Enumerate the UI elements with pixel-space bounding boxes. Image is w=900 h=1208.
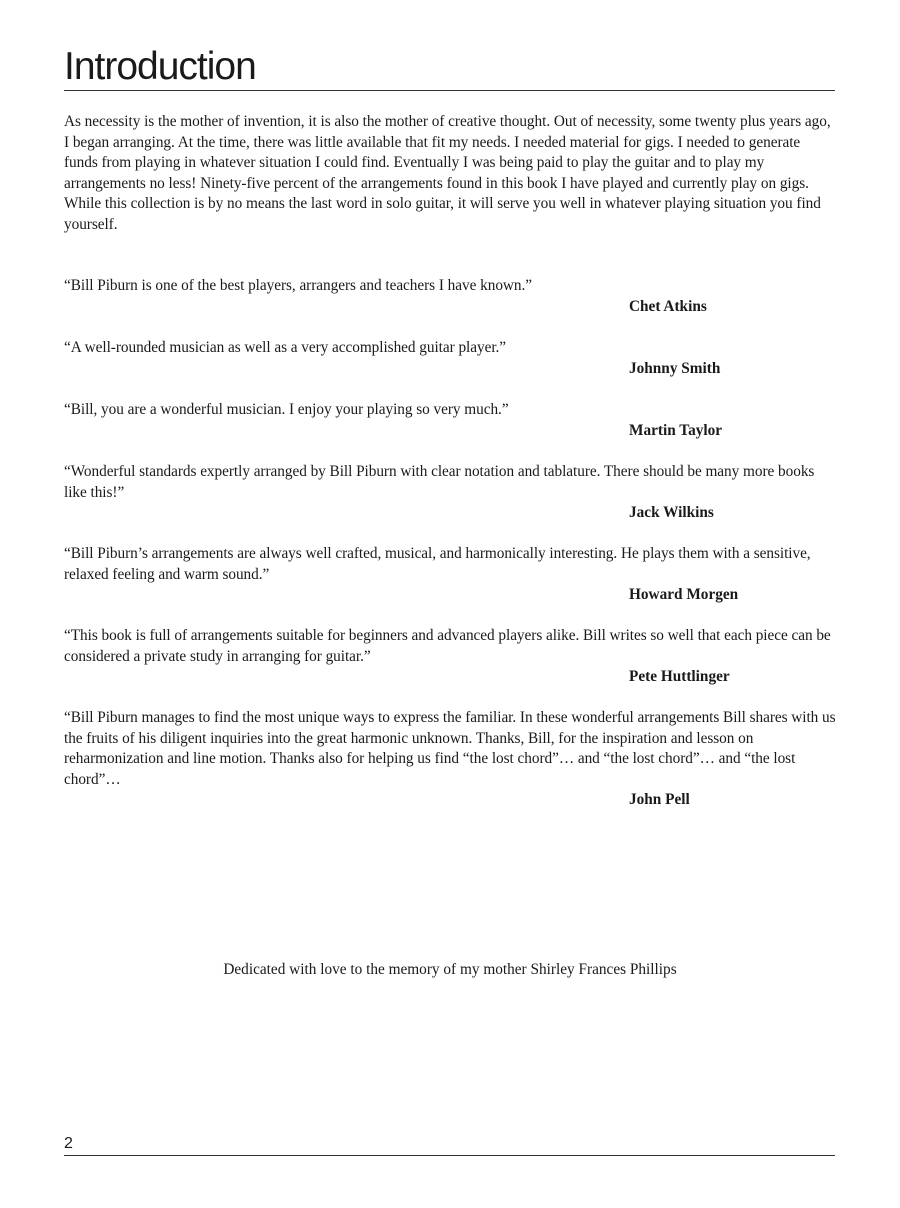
- testimonial-author: Martin Taylor: [629, 421, 723, 439]
- page-number: 2: [64, 1135, 73, 1152]
- testimonial-quote: “Wonderful standards expertly arranged by Bill Piburn with clear notation and tablature. There should be many more books like this!”: [64, 463, 815, 501]
- testimonial: [64, 400, 836, 441]
- testimonial-quote: “Bill Piburn is one of the best players, arrangers and teachers I have known.”: [64, 277, 533, 294]
- testimonial-quote: “Bill, you are a wonderful musician. I enjoy your playing so very much.”: [64, 401, 509, 418]
- testimonial-author: Jack Wilkins: [629, 504, 714, 522]
- testimonial-quote: “A well-rounded musician as well as a very accomplished guitar player.”: [64, 339, 507, 356]
- testimonial: [64, 626, 836, 688]
- testimonial: [64, 276, 836, 317]
- testimonial-author: Howard Morgen: [629, 586, 739, 604]
- testimonial: [64, 462, 836, 524]
- page-title: Introduction: [64, 45, 256, 88]
- testimonial: [64, 338, 836, 379]
- testimonial-quote: “This book is full of arrangements suitable for beginners and advanced players alike. Bill writes so well that each piece can be considered a private study in arranging for guitar.”: [64, 627, 831, 665]
- testimonial: [64, 708, 836, 811]
- testimonial-quote: “Bill Piburn manages to find the most unique ways to express the familiar. In these wonderful arrangements Bill shares with us the fruits of his diligent inquiries into the great harmonic unknown. Thanks, Bill, for the inspiration and lesson on reharmonization and line motion. Thanks also for helping us find “the lost chord”… and “the lost chord”… and “the lost chord”…: [64, 709, 836, 788]
- testimonial-author: Chet Atkins: [629, 297, 707, 315]
- title-divider: [64, 90, 835, 91]
- footer-divider: [64, 1155, 835, 1156]
- intro-paragraph: As necessity is the mother of invention, it is also the mother of creative thought. Out of necessity, some twenty plus years ago, I began arranging. At the time, there was little available that fit my needs. I needed material for gigs. I needed to generate funds from playing in whatever situation I could find. Eventually I was being paid to play the guitar and to play my arrangements no less! Ninety-five percent of the arrangements found in this book I have played and currently play on gigs. While this collection is by no means the last word in solo guitar, it will serve you well in whatever playing situation you find yourself.: [64, 113, 831, 233]
- dedication: Dedicated with love to the memory of my mother Shirley Frances Phillips: [223, 961, 677, 978]
- testimonial-author: Pete Huttlinger: [629, 668, 730, 686]
- testimonial: [64, 544, 836, 606]
- testimonial-author: John Pell: [629, 791, 690, 809]
- testimonial-quote: “Bill Piburn’s arrangements are always well crafted, musical, and harmonically interesting. He plays them with a sensitive, relaxed feeling and warm sound.”: [64, 545, 811, 583]
- testimonial-author: Johnny Smith: [629, 359, 721, 377]
